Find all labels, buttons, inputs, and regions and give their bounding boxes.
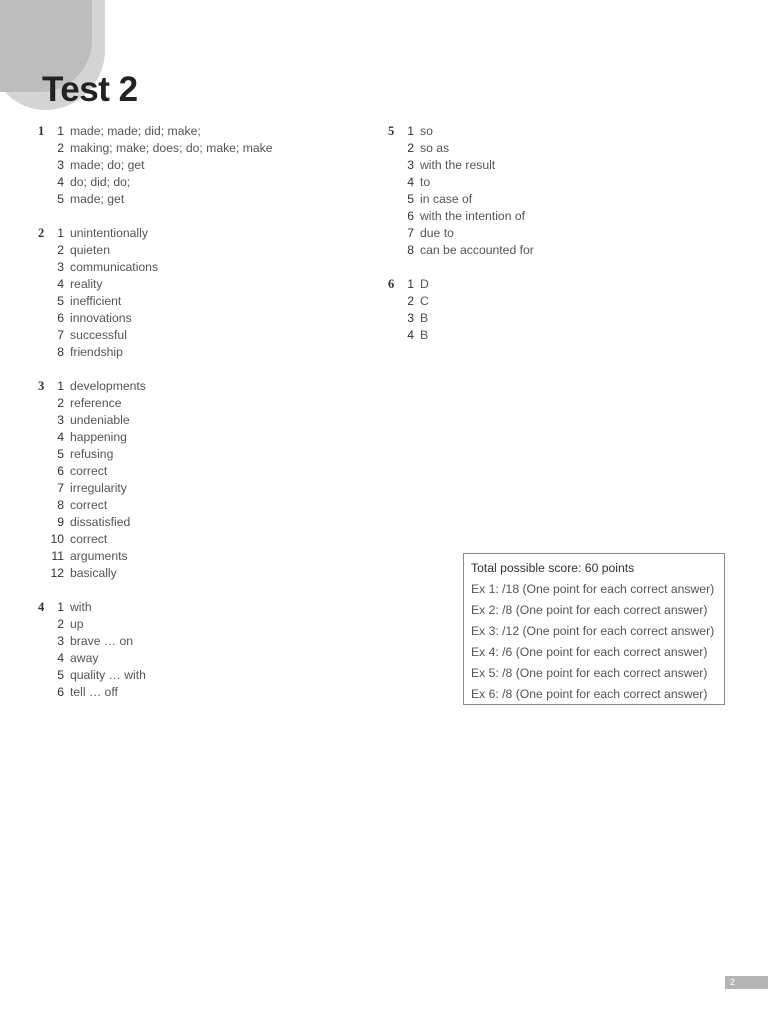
answer-row bbox=[38, 565, 273, 582]
answer-text: in case of bbox=[420, 192, 473, 206]
answer-text: with the result bbox=[420, 158, 496, 172]
exercise-number: 4 bbox=[38, 600, 45, 614]
answer-row bbox=[38, 463, 273, 480]
exercise-number bbox=[38, 174, 50, 191]
answer-row bbox=[38, 446, 273, 463]
answer-text: quieten bbox=[70, 243, 110, 257]
answer-text: up bbox=[70, 617, 84, 631]
item-number: 8 bbox=[57, 345, 64, 359]
answer-row bbox=[388, 242, 534, 259]
answer-row bbox=[38, 395, 273, 412]
answer-text: innovations bbox=[70, 311, 132, 325]
answer-row bbox=[388, 123, 534, 140]
answer-text: arguments bbox=[70, 549, 128, 563]
exercise-number bbox=[388, 242, 400, 259]
exercise-number bbox=[38, 548, 50, 565]
answer-row bbox=[38, 633, 273, 650]
answer-row bbox=[388, 327, 534, 344]
answer-text: unintentionally bbox=[70, 226, 148, 240]
answer-row bbox=[38, 310, 273, 327]
answer-row bbox=[38, 191, 273, 208]
exercise-number bbox=[38, 514, 50, 531]
answer-text: due to bbox=[420, 226, 454, 240]
answer-row bbox=[38, 497, 273, 514]
answer-row bbox=[38, 548, 273, 565]
answer-row bbox=[388, 310, 534, 327]
score-line: Ex 6: /8 (One point for each correct answer) bbox=[471, 687, 708, 701]
answer-row bbox=[388, 225, 534, 242]
page-title: Test 2 bbox=[42, 70, 138, 109]
exercise-number: 6 bbox=[388, 277, 395, 291]
answer-text: making; make; does; do; make; make bbox=[70, 141, 273, 155]
item-number: 3 bbox=[57, 413, 64, 427]
answer-text: D bbox=[420, 277, 429, 291]
answer-text: with bbox=[70, 600, 92, 614]
item-number: 5 bbox=[57, 192, 64, 206]
item-number: 4 bbox=[407, 175, 414, 189]
item-number: 12 bbox=[50, 566, 64, 580]
exercise-3 bbox=[38, 378, 273, 582]
answer-text: tell … off bbox=[70, 685, 118, 699]
exercise-number bbox=[38, 565, 50, 582]
item-number: 3 bbox=[57, 158, 64, 172]
item-number: 1 bbox=[57, 226, 64, 240]
answer-text: inefficient bbox=[70, 294, 122, 308]
exercise-number bbox=[38, 684, 50, 701]
item-number: 5 bbox=[57, 447, 64, 461]
answers-left-column bbox=[38, 123, 273, 718]
answer-row bbox=[38, 344, 273, 361]
item-number: 2 bbox=[57, 617, 64, 631]
item-number: 6 bbox=[57, 685, 64, 699]
answer-text: B bbox=[420, 328, 429, 342]
answer-row bbox=[38, 412, 273, 429]
answer-text: made; do; get bbox=[70, 158, 145, 172]
exercise-number: 1 bbox=[38, 124, 45, 138]
exercise-number bbox=[38, 650, 50, 667]
item-number: 3 bbox=[407, 158, 414, 172]
exercise-number bbox=[38, 446, 50, 463]
answer-text: communications bbox=[70, 260, 159, 274]
answer-text: refusing bbox=[70, 447, 114, 461]
item-number: 2 bbox=[57, 141, 64, 155]
answer-text: irregularity bbox=[70, 481, 127, 495]
exercise-number bbox=[388, 310, 400, 327]
exercise-number bbox=[388, 174, 400, 191]
exercise-number bbox=[38, 327, 50, 344]
score-title: Total possible score: 60 points bbox=[471, 561, 635, 575]
item-number: 5 bbox=[57, 668, 64, 682]
answer-text: happening bbox=[70, 430, 127, 444]
exercise-number bbox=[388, 327, 400, 344]
answer-text: can be accounted for bbox=[420, 243, 534, 257]
answer-text: friendship bbox=[70, 345, 123, 359]
item-number: 4 bbox=[57, 430, 64, 444]
exercise-number bbox=[38, 633, 50, 650]
answer-row bbox=[388, 276, 534, 293]
answer-text: brave … on bbox=[70, 634, 134, 648]
exercise-number bbox=[38, 140, 50, 157]
answer-row bbox=[38, 514, 273, 531]
item-number: 11 bbox=[51, 549, 64, 563]
item-number: 4 bbox=[57, 651, 64, 665]
exercise-number bbox=[388, 208, 400, 225]
item-number: 1 bbox=[407, 277, 414, 291]
item-number: 1 bbox=[57, 124, 64, 138]
answer-text: made; made; did; make; bbox=[70, 124, 201, 138]
answers-right-column bbox=[388, 123, 534, 361]
item-number: 1 bbox=[57, 600, 64, 614]
exercise-number bbox=[388, 157, 400, 174]
item-number: 8 bbox=[57, 498, 64, 512]
answer-text: C bbox=[420, 294, 429, 308]
answer-text: dissatisfied bbox=[70, 515, 131, 529]
answer-row bbox=[38, 616, 273, 633]
item-number: 6 bbox=[57, 311, 64, 325]
answer-text: B bbox=[420, 311, 429, 325]
answer-text: correct bbox=[70, 464, 108, 478]
answer-row bbox=[38, 276, 273, 293]
exercise-number bbox=[38, 259, 50, 276]
exercise-number bbox=[38, 395, 50, 412]
answer-text: successful bbox=[70, 328, 127, 342]
exercise-number bbox=[38, 412, 50, 429]
answer-row bbox=[388, 174, 534, 191]
exercise-number bbox=[38, 616, 50, 633]
answer-row bbox=[388, 293, 534, 310]
item-number: 8 bbox=[407, 243, 414, 257]
answer-text: basically bbox=[70, 566, 117, 580]
exercise-number bbox=[38, 157, 50, 174]
item-number: 4 bbox=[57, 277, 64, 291]
page-number: 2 bbox=[725, 976, 768, 989]
answer-text: so as bbox=[420, 141, 450, 155]
answer-text: undeniable bbox=[70, 413, 130, 427]
answer-text: reality bbox=[70, 277, 103, 291]
exercise-number bbox=[38, 497, 50, 514]
answer-text: correct bbox=[70, 498, 108, 512]
answer-text: away bbox=[70, 651, 99, 665]
score-lines bbox=[471, 579, 724, 705]
item-number: 4 bbox=[57, 175, 64, 189]
answer-row bbox=[38, 140, 273, 157]
item-number: 2 bbox=[407, 141, 414, 155]
score-line: Ex 2: /8 (One point for each correct answer) bbox=[471, 603, 708, 617]
answer-row bbox=[38, 531, 273, 548]
exercise-number bbox=[38, 429, 50, 446]
item-number: 5 bbox=[407, 192, 414, 206]
exercise-2 bbox=[38, 225, 273, 361]
exercise-5 bbox=[388, 123, 534, 259]
answer-row bbox=[38, 480, 273, 497]
exercise-number: 2 bbox=[38, 226, 45, 240]
answer-row bbox=[38, 327, 273, 344]
answer-row bbox=[388, 191, 534, 208]
item-number: 3 bbox=[57, 260, 64, 274]
exercise-number bbox=[388, 140, 400, 157]
exercise-number bbox=[388, 225, 400, 242]
item-number: 7 bbox=[57, 481, 64, 495]
exercise-number bbox=[38, 242, 50, 259]
answer-row bbox=[38, 259, 273, 276]
answer-text: correct bbox=[70, 532, 108, 546]
item-number: 3 bbox=[57, 634, 64, 648]
item-number: 7 bbox=[407, 226, 414, 240]
score-line: Ex 5: /8 (One point for each correct answer) bbox=[471, 666, 708, 680]
score-line: Ex 3: /12 (One point for each correct answer) bbox=[471, 624, 715, 638]
exercise-1 bbox=[38, 123, 273, 208]
exercise-number bbox=[38, 480, 50, 497]
answer-text: developments bbox=[70, 379, 146, 393]
exercise-number bbox=[38, 667, 50, 684]
answer-row bbox=[38, 123, 273, 140]
item-number: 6 bbox=[407, 209, 414, 223]
answer-row bbox=[38, 429, 273, 446]
exercise-6 bbox=[388, 276, 534, 344]
exercise-number bbox=[388, 191, 400, 208]
answer-row bbox=[38, 157, 273, 174]
item-number: 2 bbox=[57, 243, 64, 257]
exercise-number bbox=[38, 531, 50, 548]
item-number: 3 bbox=[407, 311, 414, 325]
answer-row bbox=[388, 157, 534, 174]
item-number: 1 bbox=[57, 379, 64, 393]
item-number: 5 bbox=[57, 294, 64, 308]
exercise-4 bbox=[38, 599, 273, 701]
answer-row bbox=[38, 650, 273, 667]
score-line: Ex 1: /18 (One point for each correct answer) bbox=[471, 582, 715, 596]
exercise-number: 5 bbox=[388, 124, 395, 138]
item-number: 2 bbox=[57, 396, 64, 410]
answer-row bbox=[38, 242, 273, 259]
item-number: 2 bbox=[407, 294, 414, 308]
answer-row bbox=[38, 599, 273, 616]
answer-row bbox=[38, 667, 273, 684]
answer-row bbox=[38, 174, 273, 191]
item-number: 10 bbox=[50, 532, 64, 546]
answer-text: made; get bbox=[70, 192, 125, 206]
answer-text: so bbox=[420, 124, 433, 138]
item-number: 9 bbox=[57, 515, 64, 529]
answer-text: to bbox=[420, 175, 431, 189]
exercise-number bbox=[388, 293, 400, 310]
exercise-number: 3 bbox=[38, 379, 45, 393]
exercise-number bbox=[38, 276, 50, 293]
exercise-number bbox=[38, 310, 50, 327]
item-number: 4 bbox=[407, 328, 414, 342]
exercise-number bbox=[38, 344, 50, 361]
exercise-number bbox=[38, 191, 50, 208]
answer-text: with the intention of bbox=[420, 209, 526, 223]
answer-text: reference bbox=[70, 396, 122, 410]
answer-text: do; did; do; bbox=[70, 175, 131, 189]
answer-text: quality … with bbox=[70, 668, 146, 682]
item-number: 1 bbox=[407, 124, 414, 138]
answer-row bbox=[38, 378, 273, 395]
answer-row bbox=[38, 293, 273, 310]
exercise-number bbox=[38, 463, 50, 480]
item-number: 6 bbox=[57, 464, 64, 478]
exercise-number bbox=[38, 293, 50, 310]
answer-row bbox=[388, 140, 534, 157]
answer-row bbox=[38, 225, 273, 242]
score-box bbox=[463, 553, 725, 705]
score-line: Ex 4: /6 (One point for each correct answer) bbox=[471, 645, 708, 659]
answer-row bbox=[38, 684, 273, 701]
answer-row bbox=[388, 208, 534, 225]
item-number: 7 bbox=[57, 328, 64, 342]
